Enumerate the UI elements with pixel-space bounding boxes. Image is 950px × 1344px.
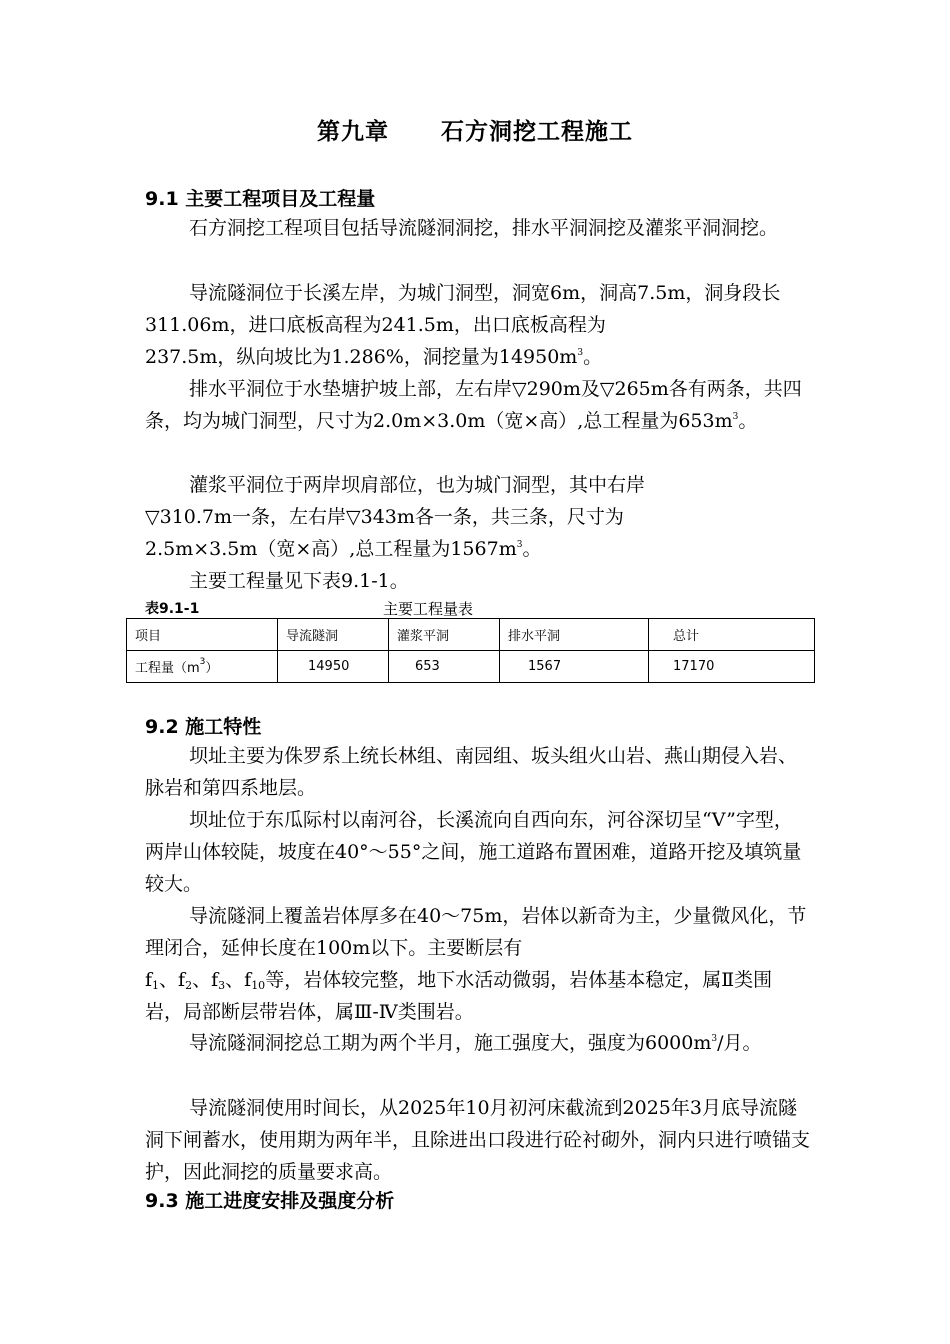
header-cell-diversion: 导流隧洞: [278, 619, 389, 651]
fault-f3-sub: 3: [218, 979, 226, 992]
para-2-end: 。: [583, 346, 603, 368]
para-4-end: 。: [522, 538, 542, 560]
header-cell-item: 项目: [127, 619, 278, 651]
para-4-text-b: ▽310.7m一条，左右岸▽343m各一条，共三条，尺寸为: [145, 506, 624, 528]
section-9-2-heading: 9.2 施工特性: [145, 716, 262, 738]
value-grouting: 653: [415, 659, 440, 674]
para-4-superscript: 3: [516, 540, 523, 550]
para-2-text-a: 导流隧洞位于长溪左岸，为城门洞型，洞宽6m，洞高7.5m，洞身段长311.06m，进口底板高程为241.5m，出口底板高程为: [145, 282, 781, 336]
table-title: 主要工程量表: [383, 600, 474, 618]
section-9-1-para-1: 石方洞挖工程项目包括导流隧洞洞挖，排水平洞洞挖及灌浆平洞洞挖。: [189, 217, 779, 239]
quantity-table: [126, 618, 815, 683]
header-cell-total: [649, 619, 815, 651]
table-number: 表9.1-1: [145, 601, 200, 617]
section-9-3-heading: 9.3 施工进度安排及强度分析: [145, 1190, 395, 1212]
section-9-1-para-4: [145, 469, 810, 565]
para-4-text-c: 2.5m×3.5m（宽×高）,总工程量为1567m: [145, 538, 517, 560]
fault-f10-sub: 10: [251, 979, 266, 992]
section-9-1-heading: 9.1 主要工程项目及工程量: [145, 188, 376, 210]
value-drainage: 1567: [528, 659, 562, 674]
para-3-text-a: 导流隧洞上覆盖岩体厚多在40～75m，岩体以新奇为主，少量微风化，节理闭合，延伸长度在100m以下。主要断层有: [145, 905, 807, 959]
para-3-superscript: 3: [732, 412, 739, 422]
chapter-number: 第九章: [317, 119, 389, 145]
fault-f2-sub: 2: [185, 979, 193, 992]
para-3-text-b: 等，岩体较完整，地下水活动微弱，岩体基本稳定，属Ⅱ类围岩，局部断层带岩体，属Ⅲ-Ⅳ类围岩。: [145, 969, 773, 1023]
fault-f10: 、f: [225, 969, 252, 991]
fault-f2: 、f: [159, 969, 186, 991]
row-label-end: ）: [205, 661, 219, 676]
fault-f3: 、f: [192, 969, 219, 991]
section-9-1-para-3: [145, 373, 810, 437]
para-4-text-a: 导流隧洞洞挖总工期为两个半月，施工强度大，强度为6000m: [189, 1032, 712, 1054]
value-cell-grouting: [389, 651, 500, 683]
value-cell-total: [649, 651, 815, 683]
chapter-title: [0, 113, 950, 146]
fault-f1-sub: 1: [152, 979, 160, 992]
fault-f1: f: [145, 969, 153, 991]
para-4-text-a: 灌浆平洞位于两岸坝肩部位，也为城门洞型，其中右岸: [189, 474, 646, 496]
row-label-cell: [127, 651, 278, 683]
section-9-2-para-4: [145, 1027, 810, 1059]
table-header-row: [127, 619, 815, 651]
header-cell-grouting: 灌浆平洞: [389, 619, 500, 651]
value-total: 17170: [673, 659, 715, 674]
section-9-2-para-3: [145, 900, 810, 1028]
para-2-superscript: 3: [577, 348, 584, 358]
section-9-2-para-2: 坝址位于东瓜际村以南河谷，长溪流向自西向东，河谷深切呈“V”字型，两岸山体较陡，坡度在40°～55°之间，施工道路布置困难，道路开挖及填筑量较大。: [145, 809, 802, 895]
para-3-end: 。: [738, 410, 758, 432]
section-9-2-para-5: 导流隧洞使用时间长，从2025年10月初河床截流到2025年3月底导流隧洞下闸蓄水，使用期为两年半，且除进出口段进行砼衬砌外，洞内只进行喷锚支护，因此洞挖的质量要求高。: [145, 1097, 811, 1183]
para-3-text: 排水平洞位于水垫塘护坡上部，左右岸▽290m及▽265m各有两条，共四条，均为城门洞型，尺寸为2.0m×3.0m（宽×高）,总工程量为653m: [145, 378, 802, 432]
value-cell-diversion: [278, 651, 389, 683]
row-label: 工程量（m: [135, 661, 200, 676]
para-2-text-b: 237.5m，纵向坡比为1.286%，洞挖量为14950m: [145, 346, 578, 368]
value-cell-drainage: [500, 651, 649, 683]
table-row: [127, 651, 815, 683]
section-9-2-para-1: 坝址主要为侏罗系上统长林组、南园组、坂头组火山岩、燕山期侵入岩、脉岩和第四系地层。: [145, 745, 798, 799]
value-diversion: 14950: [308, 659, 350, 674]
section-9-1-para-2: [145, 277, 810, 373]
para-4-text-b: /月。: [717, 1032, 762, 1054]
row-label-superscript: 3: [199, 657, 206, 667]
header-cell-drainage: 排水平洞: [500, 619, 649, 651]
para-4-superscript: 3: [711, 1034, 718, 1044]
section-9-1-para-5: 主要工程量见下表9.1-1。: [189, 570, 409, 592]
header-total-label: 总计: [673, 629, 700, 644]
chapter-name: 石方洞挖工程施工: [441, 119, 633, 145]
